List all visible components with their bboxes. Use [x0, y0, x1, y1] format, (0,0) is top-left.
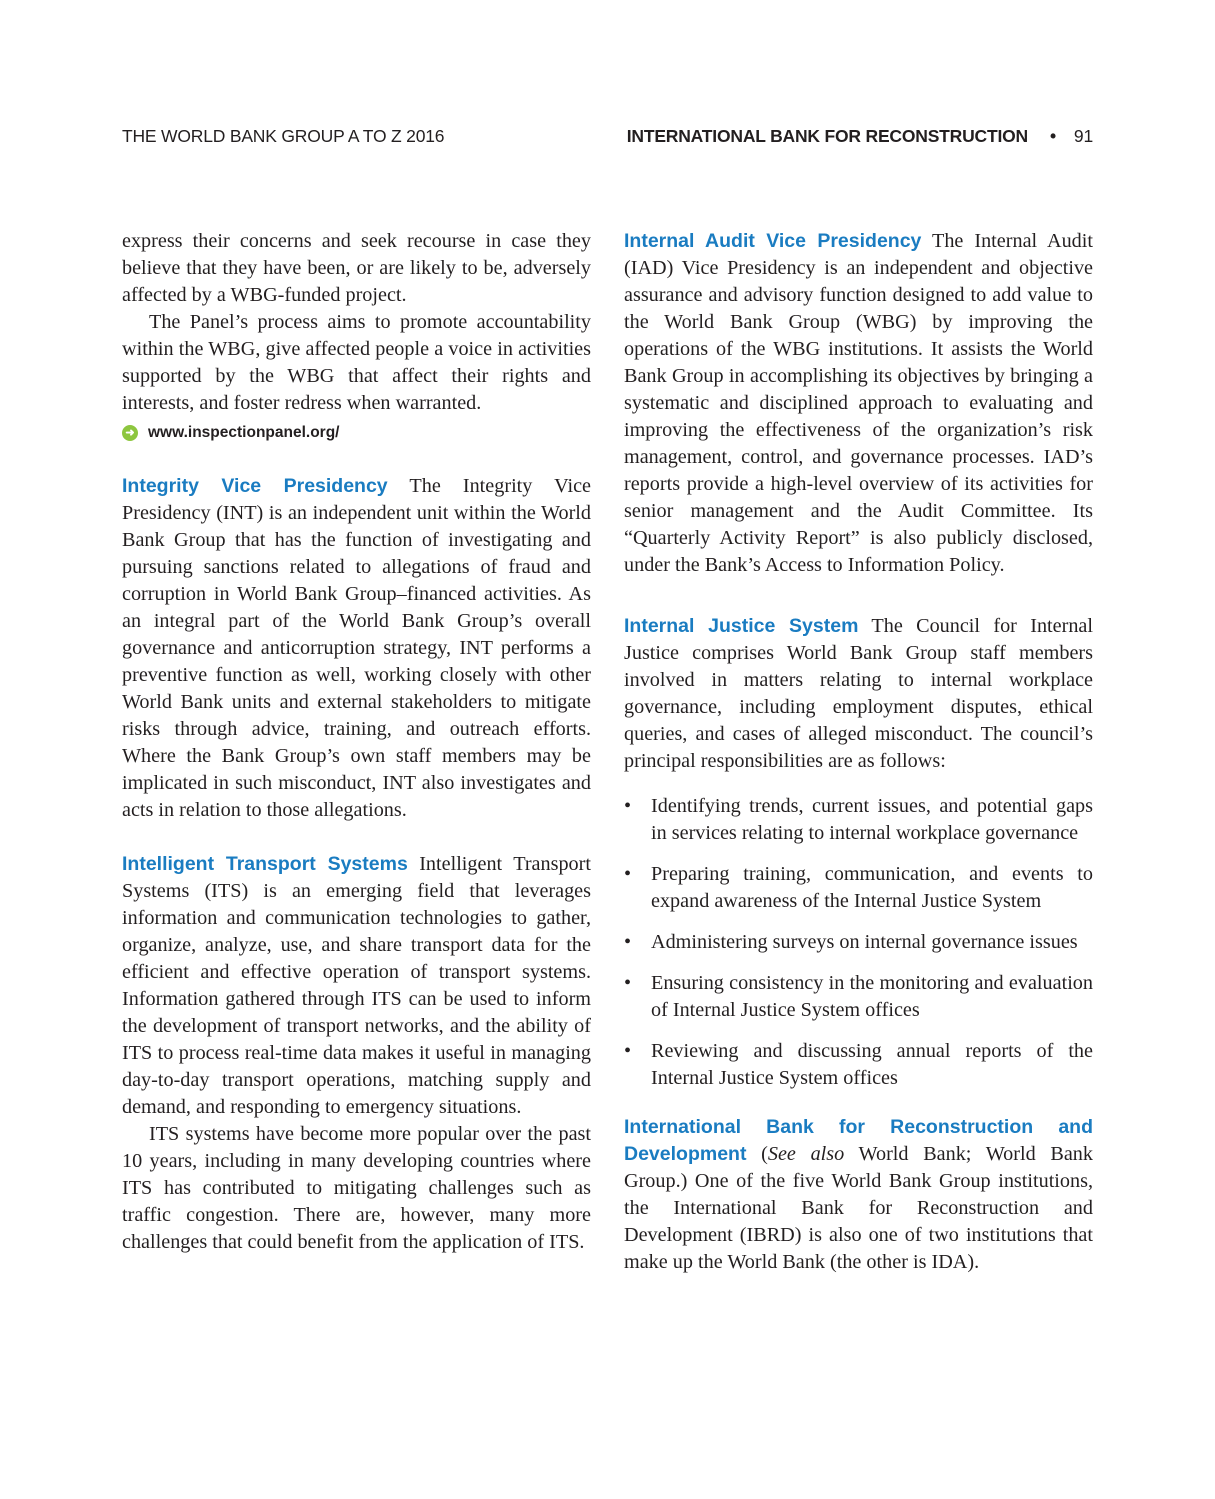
entry-body: World Bank; World Bank Group.) One of the five World Bank Group institutions, the International Bank for Reconstruction and Development (IBRD) is also one of two institutions that make up the World Bank (the other is IDA).	[624, 1143, 1093, 1273]
web-link[interactable]	[122, 423, 591, 443]
see-open: (	[746, 1143, 768, 1165]
left-column	[122, 228, 591, 1256]
entry-body: The Integrity Vice Presidency (INT) is an independent unit within the World Bank Group that has the function of investigating and pursuing sanctions related to allegations of fraud and corruption in World Bank Group–financed activities. As an integral part of the World Bank Group’s overall governance and anticorruption strategy, INT performs a preventive function as well, working closely with other World Bank units and external stakeholders to mitigate risks through advice, training, and outreach efforts. Where the Bank Group’s own staff members may be implicated in such misconduct, INT also investigates and acts in relation to those allegations.	[122, 475, 591, 821]
entry-body-continued: ITS systems have become more popular over the past 10 years, including in many developing countries where ITS has contributed to mitigating challenges such as traffic congestion. There are, however, many more challenges that could benefit from the application of ITS.	[122, 1123, 591, 1253]
list-item: • Preparing training, communication, and events to expand awareness of the Internal Justice System	[624, 861, 1093, 915]
entry-body: Intelligent Transport Systems (ITS) is an emerging field that leverages information and communication technologies to gather, organize, analyze, use, and share transport data for the efficient and effective operation of transport systems. Information gathered through ITS can be used to inform the development of transport networks, and the ability of ITS to process real-time data makes it useful in managing day-to-day transport operations, matching supply and demand, and responding to emergency situations.	[122, 853, 591, 1118]
continuation-paragraph: The Panel’s process aims to promote accountability within the WBG, give affected people a voice in activities supported by the WBG that affect their rights and interests, and foster redress when warranted.	[122, 311, 591, 414]
entry-integrity-vice-presidency	[122, 473, 591, 824]
section-title: INTERNATIONAL BANK FOR RECONSTRUCTION	[626, 126, 1028, 146]
header-separator: •	[1049, 126, 1056, 146]
entry-internal-justice-system	[624, 613, 1093, 1092]
entry-term: Integrity Vice Presidency	[122, 475, 388, 497]
see-also-label: See also	[767, 1143, 845, 1165]
responsibilities-list	[624, 793, 1093, 1092]
entry-term: Internal Justice System	[624, 615, 859, 637]
entry-term: Internal Audit Vice Presidency	[624, 230, 922, 252]
entry-term: Intelligent Transport Systems	[122, 853, 408, 875]
list-item: • Administering surveys on internal governance issues	[624, 929, 1093, 956]
entry-term: International Bank for Reconstruction and Development	[624, 1116, 1093, 1165]
running-header-section	[627, 126, 1093, 147]
entry-internal-audit-vice-presidency	[624, 228, 1093, 579]
list-item: • Identifying trends, current issues, and potential gaps in services relating to internal workplace governance	[624, 793, 1093, 847]
arrow-circle-icon: ➜	[122, 425, 138, 441]
right-column	[624, 228, 1093, 1276]
entry-body: The Internal Audit (IAD) Vice Presidency is an independent and objective assurance and advisory function designed to add value to the World Bank Group (WBG) by improving the operations of the WBG institutions. It assists the World Bank Group in accomplishing its objectives by bringing a systematic and disciplined approach to evaluating and improving the effectiveness of the organization’s risk management, control, and governance processes. IAD’s reports provide a high-level overview of its activities for senior management and the Audit Committee. Its “Quarterly Activity Report” is also publicly disclosed, under the Bank’s Access to Information Policy.	[624, 230, 1093, 576]
entry-intelligent-transport-systems	[122, 851, 591, 1256]
running-header-book-title: THE WORLD BANK GROUP A TO Z 2016	[122, 126, 445, 146]
page-number: 91	[1073, 126, 1093, 146]
continuation-paragraph: express their concerns and seek recourse in case they believe that they have been, or are likely to be, adversely affected by a WBG-funded project.	[122, 230, 591, 306]
list-item: • Reviewing and discussing annual reports of the Internal Justice System offices	[624, 1038, 1093, 1092]
entry-body: The Council for Internal Justice comprises World Bank Group staff members involved in matters relating to internal workplace governance, including employment disputes, ethical queries, and cases of alleged misconduct. The council’s principal responsibilities are as follows:	[624, 615, 1093, 772]
list-item: • Ensuring consistency in the monitoring and evaluation of Internal Justice System offices	[624, 970, 1093, 1024]
entry-ibrd	[624, 1114, 1093, 1276]
link-url[interactable]: www.inspectionpanel.org/	[148, 424, 340, 441]
